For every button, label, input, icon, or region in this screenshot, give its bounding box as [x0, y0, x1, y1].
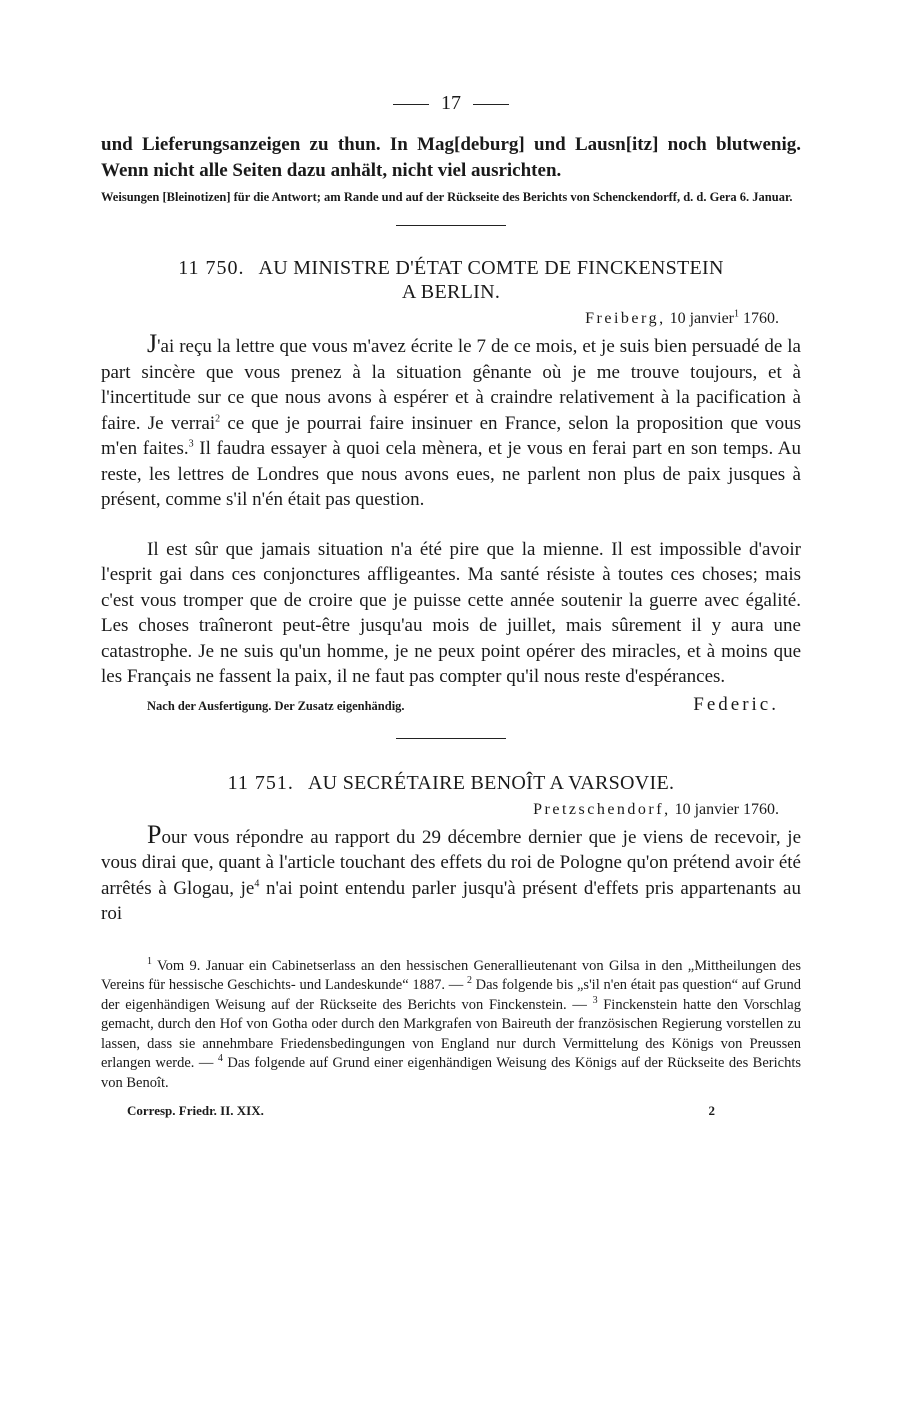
letter1-number: 11 750.: [178, 257, 245, 279]
footnote-3: Finckenstein hatte den Vorschlag gemacht, durch den Hof von Gotha oder durch den Markgrafen von Baireuth der französischen Regierung vorstellen zu lassen, dass sie annehmbare Friedensbedingungen von England nur durch Vermittelung des Königs von Preussen erlangen werde. —: [101, 996, 801, 1071]
letter2-date: 10 janvier 1760.: [674, 800, 779, 818]
letter1-p1-text-a: 'ai reçu la lettre que vous m'avez écrite le 7 de ce mois, et je suis bien persuadé de la part sincère que vous prenez à la situation gênante où je me trouve toujours, et à l'incertitude sur ce que nous avons à espérer et à craindre relativement à la pacification à faire. Je verrai: [101, 336, 801, 434]
letter1-title-line2: A BERLIN.: [401, 281, 501, 303]
footnote-mark-2: 2: [466, 975, 472, 987]
letter2-paragraph-1: [101, 819, 801, 927]
letter2-place-date: [101, 799, 801, 821]
footnote-mark-3: 3: [592, 994, 598, 1006]
letter1-place-date: [101, 308, 801, 330]
letter2-heading: [101, 771, 801, 795]
intro-text: und Lieferungsanzeigen zu thun. In Mag[deburg] und Lausn[itz] noch blutwenig. Wenn nicht alle Seiten dazu anhält, nicht viel ausrichten.: [101, 134, 801, 181]
page-number: 17: [441, 92, 461, 114]
footnote-ref-2: 2: [215, 413, 221, 425]
footnote-ref-4: 4: [254, 878, 260, 890]
letter1-closing: [101, 694, 801, 716]
page-footer: [101, 1103, 801, 1119]
letter1-initial: J: [147, 329, 158, 358]
letter2-initial: P: [147, 819, 162, 849]
letter1-date-mark: 1: [734, 308, 739, 320]
letter1-heading: [101, 256, 801, 280]
book-page: [101, 88, 801, 1119]
footnotes: [101, 957, 801, 1094]
letter2-title: AU SECRÉTAIRE BENOÎT A VARSOVIE.: [307, 771, 675, 794]
letter1-title: AU MINISTRE D'ÉTAT COMTE DE FINCKENSTEIN: [258, 257, 724, 279]
letter2-p1-text-a: our vous répondre au rapport du 29 décembre dernier que je viens de recevoir, je vous dirai que, quant à l'article touchant des effets du roi de Pologne qu'on prétend avoir été arrêtés à Glogau, je: [101, 826, 801, 899]
footnote-mark-4: 4: [217, 1053, 223, 1065]
letter1-p1-text-c: Il faudra essayer à quoi cela mènera, et je vous en ferai part en son temps. Au reste, les lettres de Londres que nous avons eues, ne parlent non plus de paix jusques à présent, comme s'il n'én était pas question.: [101, 438, 801, 510]
letter1-year: 1760.: [743, 310, 779, 327]
footnote-4: Das folgende auf Grund einer eigenhändigen Weisung des Königs auf der Rückseite des Berichts von Benoît.: [101, 1055, 801, 1091]
section-divider-2: [396, 738, 506, 739]
signature-mark: Corresp. Friedr. II. XIX.: [127, 1103, 264, 1118]
section-divider: [396, 225, 506, 226]
letter1-p1-text-b: ce que je pourrai faire insinuer en France, selon la proposition que vous m'en faites.: [101, 412, 801, 459]
letter1-place: Freiberg,: [585, 310, 666, 327]
letter2-number: 11 751.: [227, 771, 294, 794]
letter1-signature: Federic.: [693, 693, 779, 715]
footnote-2: Das folgende bis „s'il n'en était pas question“ auf Grund der eigenhändigen Weisung auf der Rückseite des Berichts von Finckenstein. —: [101, 977, 801, 1013]
letter1-paragraph-1: [101, 329, 801, 513]
letter1-source-note: Nach der Ausfertigung. Der Zusatz eigenhändig.: [147, 698, 405, 713]
rule-right: [473, 104, 509, 105]
rule-left: [393, 104, 429, 105]
intro-note: Weisungen [Bleinotizen] für die Antwort; am Rande und auf der Rückseite des Berichts von Schenckendorff, d. d. Gera 6. Januar.: [101, 190, 793, 204]
letter1-paragraph-2: Il est sûr que jamais situation n'a été pire que la mienne. Il est impossible d'avoir l'esprit gai dans ces conjonctures affligeantes. Ma santé résiste à toutes ces choses; mais c'est vous tromper que de croire que je puisse cette année soutenir la guerre avec égalité. Les choses traîneront peut-être jusqu'au mois de juillet, mais sûrement il y aura une catastrophe. Je ne suis qu'un homme, je ne peux point opérer des miracles, et à moins que les Français ne fassent la paix, il ne faut pas compter qu'il nous reste d'espérances.: [101, 538, 801, 687]
sheet-number: 2: [708, 1103, 715, 1118]
letter1-date: 10 janvier: [669, 310, 734, 327]
page-number-line: [101, 88, 801, 118]
letter2-place: Pretzschendorf,: [533, 800, 671, 818]
footnote-ref-3: 3: [188, 438, 194, 450]
letter2-p1-text-b: n'ai point entendu parler jusqu'à présent d'effets pris appartenants au roi: [101, 877, 801, 924]
footnote-1: Vom 9. Januar ein Cabinetserlass an den hessischen Generallieutenant von Gilsa in den „Mittheilungen des Vereins für hessische Geschichts- und Landeskunde“ 1887. —: [101, 957, 801, 993]
footnote-mark-1: 1: [147, 955, 152, 967]
